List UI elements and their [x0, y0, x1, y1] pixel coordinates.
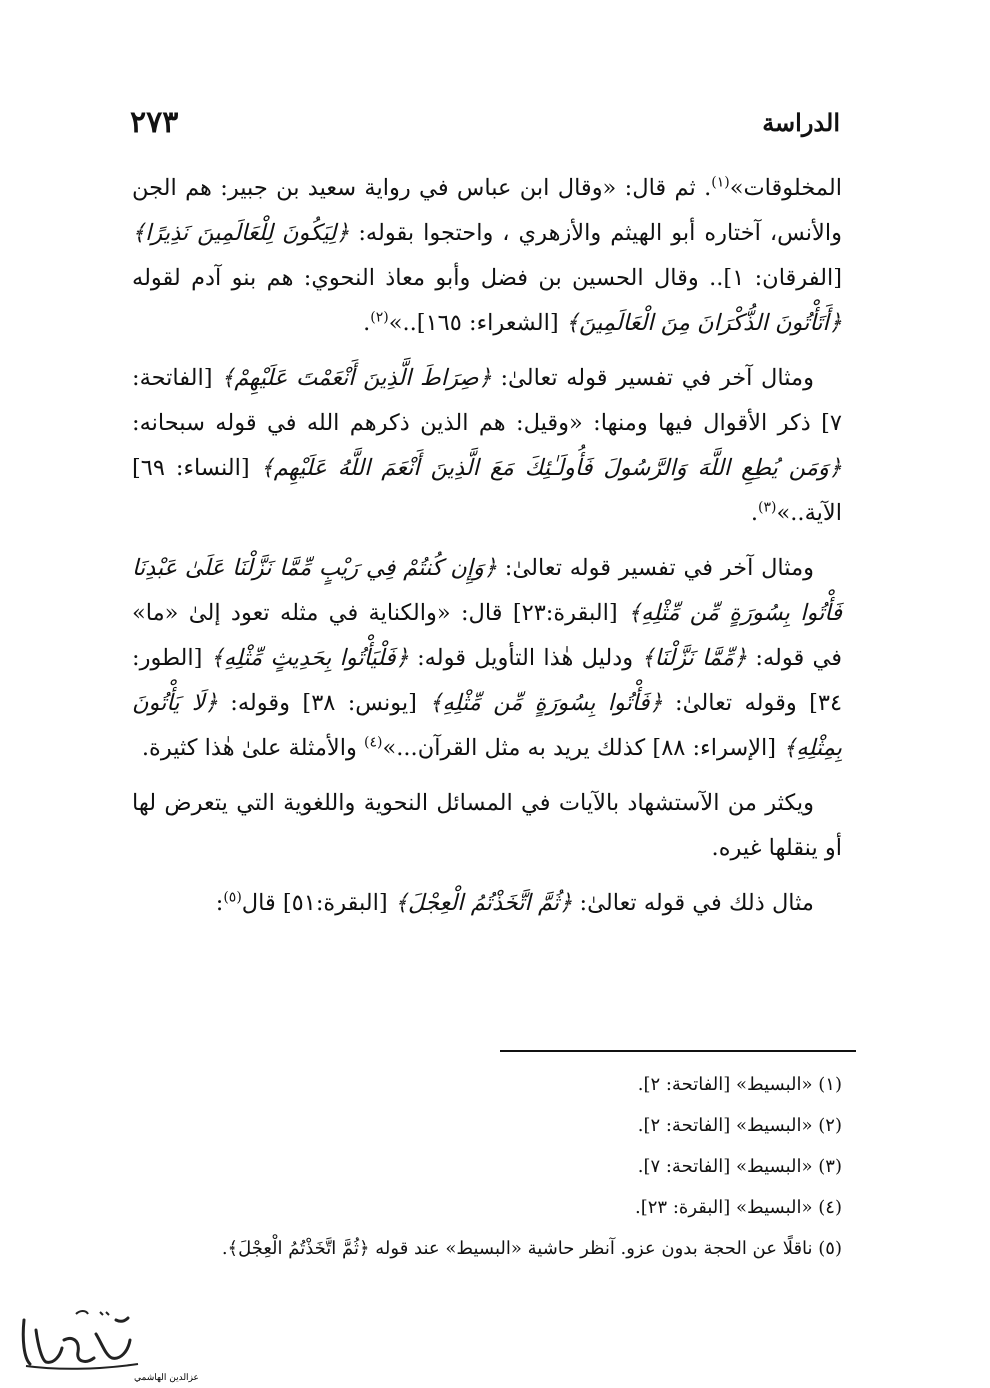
text-run: [يونس: ٣٨] وقوله:: [217, 690, 430, 716]
footnote-separator: [500, 1050, 856, 1052]
text-run: .: [750, 500, 759, 526]
footnote: (١) «البسيط» [الفاتحة: ٢].: [637, 1074, 842, 1095]
text-run: [الطور: ٣٤] وقوله تعالىٰ:: [132, 645, 843, 716]
paragraph: [132, 881, 842, 926]
text-run: . ثم قال: «وقال ابن عباس في رواية سعيد بن جبير: هم الجن والأنس، آختاره أبو الهيثم والأزهري ، واحتجوا بقوله:: [132, 175, 842, 246]
paragraph: [132, 166, 842, 346]
text-run: [الشعراء: ١٦٥]..»: [388, 310, 566, 336]
footnote: (٢) «البسيط» [الفاتحة: ٢].: [637, 1115, 842, 1136]
text-run: [الفرقان: ١].. وقال الحسين بن فضل وأبو معاذ النحوي: هم بنو آدم لقوله: [132, 265, 842, 291]
footnote-marker: (٥): [223, 889, 242, 906]
publisher-logo: [16, 1300, 199, 1386]
text-run: ويكثر من الآستشهاد بالآيات في المسائل النحوية واللغوية التي يتعرض لها أو ينقلها غيره.: [132, 790, 842, 861]
quran-verse: ﴿ثُمَّ اتَّخَذْتُمُ الْعِجْلَ﴾: [394, 890, 573, 916]
footnote-marker: (٤): [364, 734, 383, 751]
page-header: [130, 100, 840, 144]
body-text: [132, 166, 842, 936]
footnote-marker: (٣): [758, 499, 777, 516]
quran-verse: ﴿فَلْيَأْتُوا بِحَدِيثٍ مِّثْلِهِ﴾: [210, 645, 409, 671]
page-number: ٢٧٣: [130, 104, 179, 140]
quran-verse: ﴿أَتَأْتُونَ الذُّكْرَانَ مِنَ الْعَالَمِينَ﴾: [565, 310, 842, 336]
text-run: [الفاتحة: ٧] ذكر الأقوال فيها ومنها: «وقيل: هم الذين ذكرهم الله في قوله سبحانه:: [132, 365, 842, 436]
text-run: المخلوقات»: [729, 175, 842, 201]
text-run: [البقرة:٥١] قال: [241, 890, 395, 916]
text-run: ومثال آخر في تفسير قوله تعالىٰ:: [491, 365, 814, 391]
quran-verse: ﴿وَمَن يُطِعِ اللَّهَ وَالرَّسُولَ فَأُولَـٰئِكَ مَعَ الَّذِينَ أَنْعَمَ اللَّهُ عَلَيْهِم﴾: [260, 455, 842, 481]
quran-verse: ﴿وَإِن كُنتُمْ فِي رَيْبٍ مِّمَّا نَزَّلْنَا عَلَىٰ عَبْدِنَا فَأْتُوا بِسُورَةٍ مِّن مِّثْلِهِ﴾: [132, 555, 842, 626]
text-run: ودليل هٰذا التأويل قوله:: [408, 645, 642, 671]
logo-subtext: عزالدين الهاشمي: [134, 1373, 199, 1383]
quran-verse: ﴿صِرَاطَ الَّذِينَ أَنْعَمْتَ عَلَيْهِمْ﴾: [221, 365, 492, 391]
footnote: (٤) «البسيط» [البقرة: ٢٣].: [635, 1197, 842, 1218]
footnote-marker: (٢): [370, 309, 389, 326]
text-run: والأمثلة علىٰ هٰذا كثيرة.: [141, 735, 364, 761]
text-run: [النساء: ٦٩] الآية..»: [132, 455, 842, 526]
paragraph: [132, 781, 842, 871]
text-run: :: [215, 890, 224, 916]
paragraph: [132, 356, 842, 536]
quran-verse: ﴿فَأْتُوا بِسُورَةٍ مِّن مِّثْلِهِ﴾: [429, 690, 663, 716]
quran-verse: ﴿لِيَكُونَ لِلْعَالَمِينَ نَذِيرًا﴾: [132, 220, 350, 246]
text-run: .: [363, 310, 371, 336]
text-run: [البقرة:٢٣] قال: «والكناية في مثله تعود إلىٰ «ما» في قوله:: [132, 600, 842, 671]
footnote-marker: (١): [711, 174, 730, 191]
text-run: [الإسراء: ٨٨] كذلك يريد به مثل القرآن...»: [382, 735, 784, 761]
running-title: الدراسة: [762, 107, 840, 137]
footnote: (٣) «البسيط» [الفاتحة: ٧].: [637, 1156, 842, 1177]
text-run: مثال ذلك في قوله تعالىٰ:: [572, 890, 814, 916]
footnotes: [132, 1064, 842, 1269]
quran-verse: ﴿مِّمَّا نَزَّلْنَا﴾: [641, 645, 748, 671]
quran-verse: ﴿لَا يَأْتُونَ بِمِثْلِهِ﴾: [132, 690, 842, 761]
paragraph: [132, 546, 842, 771]
text-run: ومثال آخر في تفسير قوله تعالىٰ:: [497, 555, 814, 581]
footnote: (٥) ناقلًا عن الحجة بدون عزو. آنظر حاشية «البسيط» عند قوله ﴿ثُمَّ اتَّخَذْتُمُ الْعِجْلَ﴾.: [221, 1238, 842, 1259]
